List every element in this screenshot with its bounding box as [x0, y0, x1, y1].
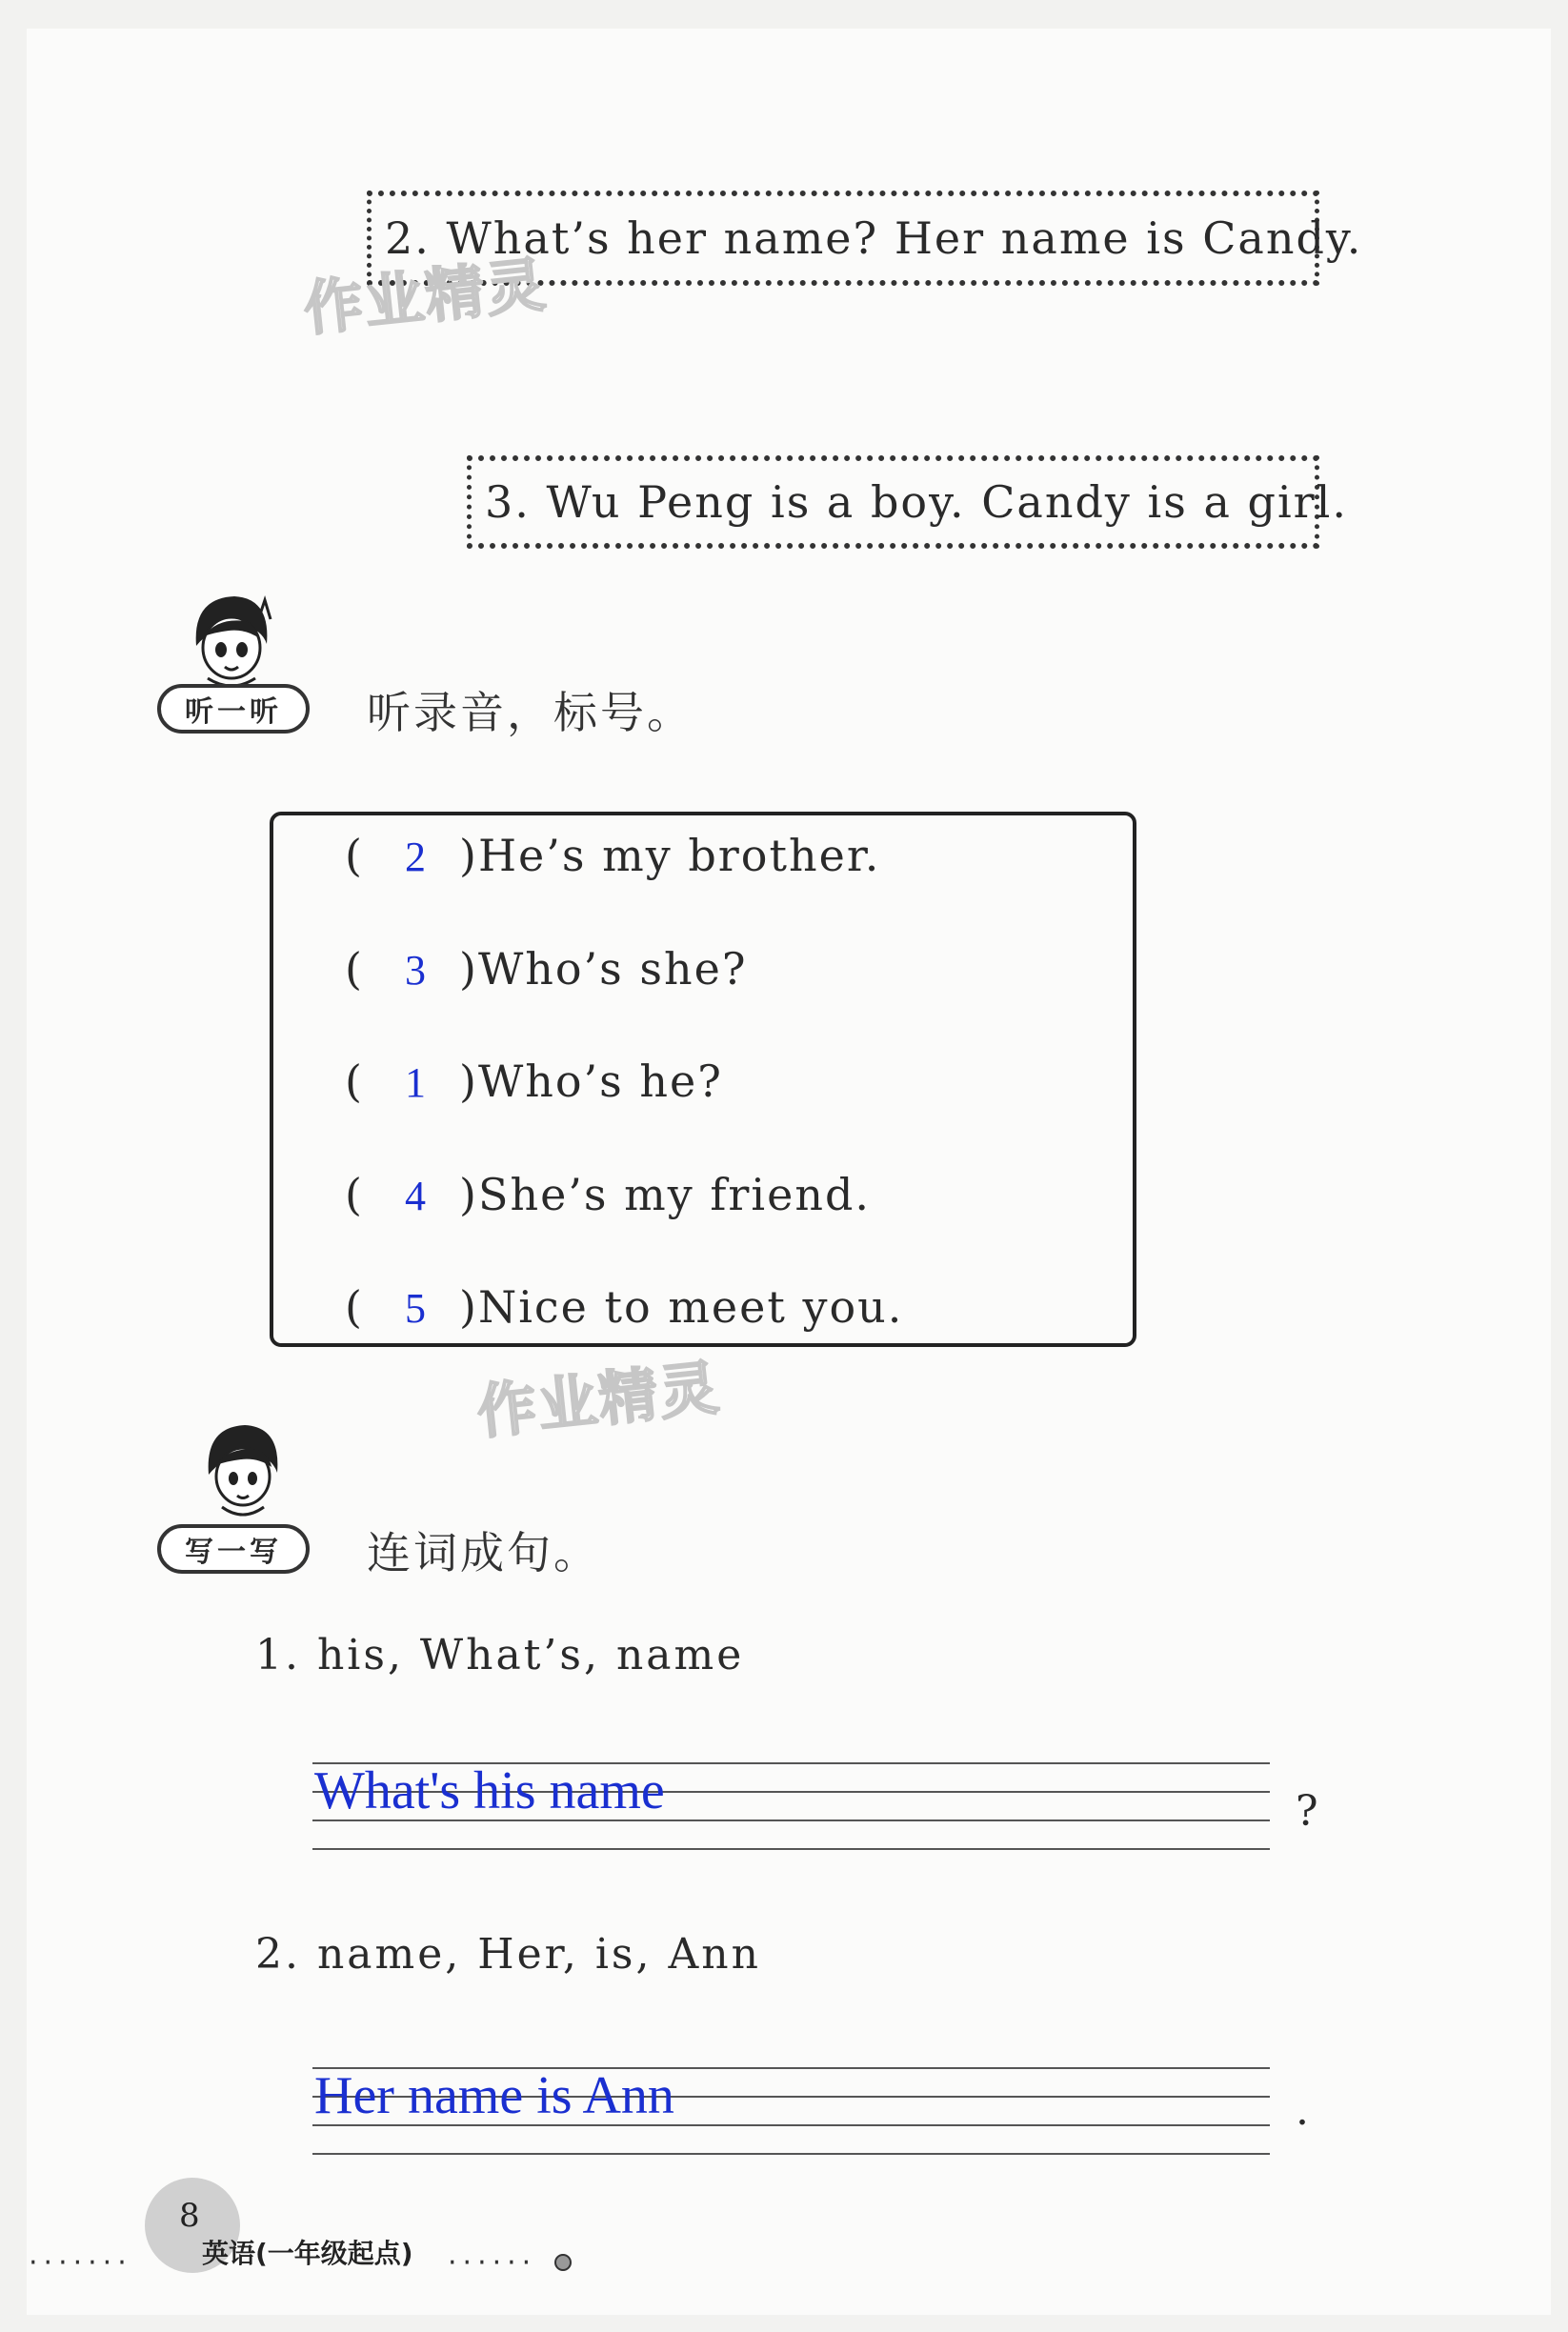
listen-section-badge: 听一听 — [157, 684, 310, 734]
listen-answer-2: 3 — [405, 947, 428, 994]
girl-listening-icon — [179, 589, 284, 694]
open-paren: ( — [345, 1055, 364, 1107]
listen-answer-1: 2 — [405, 834, 428, 880]
listen-sentence-3: )Who’s he? — [459, 1055, 723, 1107]
question-mark: ? — [1296, 1787, 1318, 1836]
footer-dots-left: ······· — [29, 2246, 132, 2280]
answer-lines-1 — [312, 1762, 1270, 1858]
handwritten-answer-1: What's his name — [314, 1761, 665, 1820]
listen-item-5 — [345, 1281, 903, 1333]
listen-answer-3: 1 — [405, 1059, 428, 1106]
open-paren: ( — [345, 943, 364, 995]
watermark-top: 作业精灵 — [300, 249, 551, 345]
girl-writing-icon — [195, 1419, 291, 1522]
open-paren: ( — [345, 1169, 364, 1220]
guide-line — [312, 2153, 1270, 2155]
listen-answer-4: 4 — [405, 1173, 428, 1219]
footer-dots-right: ······ — [448, 2246, 537, 2280]
write-question-1: 1. his, What’s, name — [255, 1631, 745, 1679]
write-section-badge: 写一写 — [157, 1524, 310, 1574]
listen-sentence-4: )She’s my friend. — [459, 1169, 872, 1220]
watermark-middle: 作业精灵 — [473, 1352, 724, 1448]
period-mark: . — [1296, 2086, 1309, 2135]
listen-answer-5: 5 — [405, 1285, 428, 1332]
listen-sentence-2: )Who’s she? — [459, 943, 748, 995]
listen-sentence-5: )Nice to meet you. — [459, 1281, 904, 1333]
answer-lines-2 — [312, 2067, 1270, 2162]
footer-end-circle-icon — [553, 2252, 573, 2273]
write-instruction: 连词成句。 — [367, 1527, 600, 1578]
listen-item-1 — [345, 830, 880, 881]
listen-item-2 — [345, 943, 748, 995]
listen-answer-box — [270, 812, 1136, 1347]
listen-item-4 — [345, 1169, 871, 1220]
sentence-strip-3 — [467, 455, 1348, 549]
handwritten-answer-2: Her name is Ann — [314, 2066, 674, 2125]
book-title: 英语(一年级起点) — [202, 2238, 413, 2269]
open-paren: ( — [345, 1281, 364, 1333]
open-paren: ( — [345, 830, 364, 881]
listen-item-3 — [345, 1055, 723, 1107]
write-question-2: 2. name, Her, is, Ann — [255, 1930, 761, 1979]
page-number: 8 — [179, 2197, 200, 2235]
listen-instruction: 听录音，标号。 — [367, 687, 694, 738]
guide-line — [312, 1848, 1270, 1850]
sentence-3-text: 3. Wu Peng is a boy. Candy is a girl. — [485, 476, 1348, 528]
sentence-2-text: 2. What’s her name? Her name is Candy. — [385, 212, 1363, 264]
listen-sentence-1: )He’s my brother. — [459, 830, 881, 881]
